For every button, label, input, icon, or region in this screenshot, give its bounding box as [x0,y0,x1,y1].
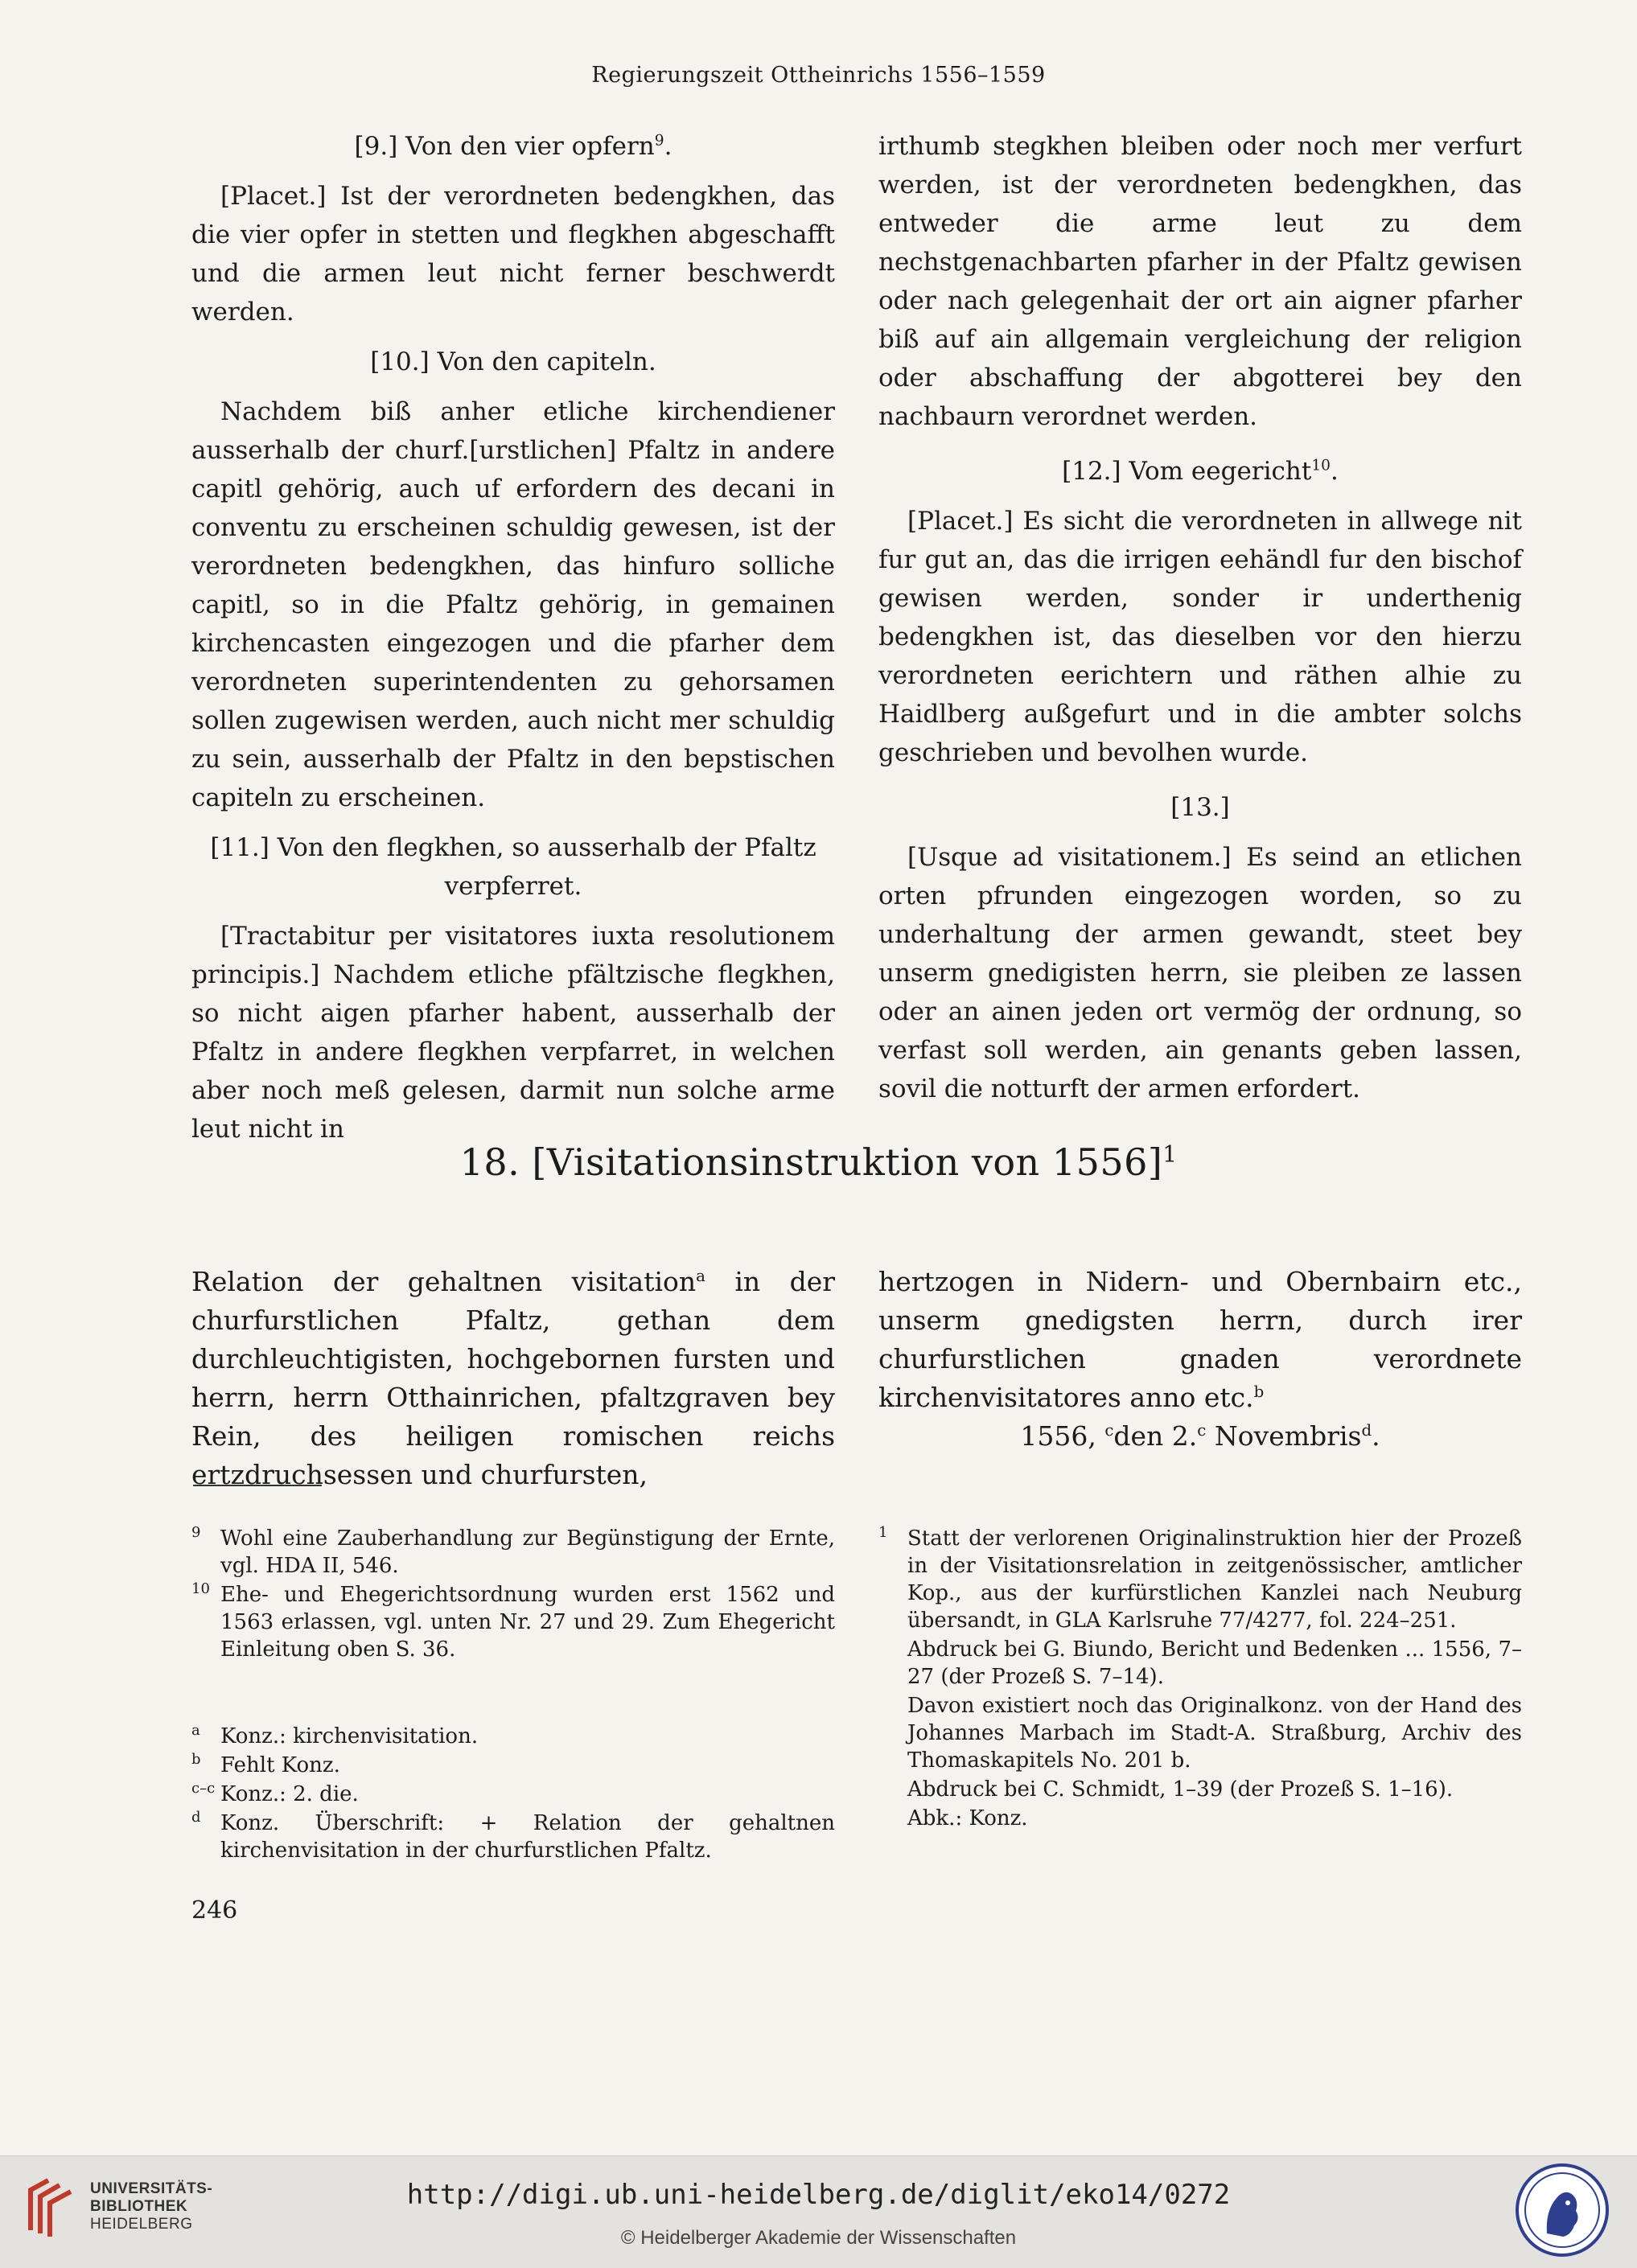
apparatus-a: a Konz.: kirchenvisitation. [191,1722,479,1748]
heading-13: [13.] [1170,793,1230,822]
permalink-url[interactable]: http://digi.ub.uni-heidelberg.de/diglit/eko14/0272 [406,2179,1231,2211]
footnotes-left [191,1525,835,1665]
library-name: UNIVERSITÄTS- BIBLIOTHEK HEIDELBERG [90,2180,213,2233]
running-head: Regierungszeit Ottheinrichs 1556–1559 [591,63,1046,88]
paragraph-11: [Tractabitur per visitatores iuxta resolutionem principis.] Nachdem etliche pfältzische flegkhen, so nicht aigen pfarher habent, ausserhalb der Pfaltz in andere flegkhen verpfarret, in welchen aber noch meß gelesen, darmit nun solche arme leut nicht in [191,922,835,1144]
footnote-ref-9[interactable]: 9 [654,132,664,150]
heading-12: [12.] Vom eegericht$^{10}$. [1062,457,1339,486]
heading-10: [10.] Von den capiteln. [370,347,656,376]
footnote-1-abbreviation: Abk.: Konz. [907,1806,1028,1830]
apparatus-c: c–c Konz.: 2. die. [191,1780,359,1806]
apparatus-ref-b[interactable]: b [1253,1383,1265,1401]
footnote-ref-10[interactable]: 10 [1311,457,1331,475]
section-title: 18. [Visitationsinstruktion von 1556]$^1$ [459,1140,1178,1184]
critical-apparatus [191,1723,835,1866]
footnote-1-draft: Davon existiert noch das Originalkonz. von der Hand des Johannes Marbach im Stadt-A. Straßburg, Archiv des Thomaskapitels No. 201 b. [907,1694,1522,1773]
footnote-1-reprint-2: Abdruck bei C. Schmidt, 1–39 (der Prozeß S. 1–16). [907,1777,1454,1802]
heading-11: [11.] Von den flegkhen, so ausserhalb der Pfaltz verpferret. [210,833,816,901]
footnotes-right [878,1525,1522,1834]
intro-right: hertzogen in Nidern- und Obernbairn etc., unserm gnedigsten herrn, durch irer churfurstlichen gnaden verordnete kirchenvisitatores anno etc.$^b$ 1556, $^c$den 2.$^c$ Novembris$^d$. [878,1263,1522,1456]
footnote-10: 10 Ehe- und Ehegerichtsordnung wurden erst 1562 und 1563 erlassen, vgl. unten Nr. 27 und 29. Zum Ehegericht Einleitung oben S. 36. [191,1580,835,1662]
paragraph-12: [Placet.] Es sicht die verordneten in allwege nit fur gut an, das die irrigen eehändl fur den bischof gewisen werden, sonder ir underthenig bedengkhen ist, das dieselben vor den hierzu verordneten eerichtern und räthen alhie zu Haidlberg außgefurt und in die ambter solchs geschrieben und bevolhen wurde. [878,507,1522,767]
intro-left: Relation der gehaltnen visitation$^a$ in der churfurstlichen Pfaltz, gethan dem durchleuchtigisten, hochgebornen fursten und herrn, herrn Otthainrichen, pfaltzgraven bey Rein, des heiligen romischen reichs ertzdruchsessen und churfursten, [191,1266,836,1490]
left-column [191,127,835,1160]
apparatus-d: d Konz. Überschrift: + Relation der gehaltnen kirchenvisitation in der churfurstlichen Pfaltz. [191,1809,835,1863]
apparatus-ref-a[interactable]: a [696,1267,705,1285]
page-number: 246 [191,1896,238,1925]
paragraph-9: [Placet.] Ist der verordneten bedengkhen, das die vier opfer in stetten und flegkhen abgeschafft und die armen leut nicht ferner beschwerdt werden. [191,182,835,327]
apparatus-ref-c-open[interactable]: c [1104,1421,1114,1440]
footnote-ref-1[interactable]: 1 [1162,1140,1178,1168]
right-column [878,127,1522,1120]
paragraph-13: [Usque ad visitationem.] Es seind an etlichen orten pfrunden eingezogen worden, so zu underhaltung der armen gewandt, steet bey unserm gnedigisten herrn, sie pleiben ze lassen oder an ainen jeden ort vermög der ordnung, so verfast soll werden, ain genants geben lassen, sovil die notturft der armen erfordert. [878,843,1522,1103]
apparatus-ref-c-close[interactable]: c [1197,1421,1207,1440]
heading-9: [9.] Von den vier opfern$^9$. [354,132,672,161]
academy-seal-icon [1515,2163,1610,2258]
copyright-notice: © Heidelberger Akademie der Wissenschaften [620,2227,1017,2249]
footnote-1-reprint: Abdruck bei G. Biundo, Bericht und Bedenken ... 1556, 7–27 (der Prozeß S. 7–14). [907,1637,1522,1689]
footnote-rule [193,1485,322,1486]
apparatus-b: b Fehlt Konz. [191,1751,340,1777]
footnote-9: 9 Wohl eine Zauberhandlung zur Begünstigung der Ernte, vgl. HDA II, 546. [191,1524,835,1578]
viewer-footer [0,2155,1637,2268]
paragraph-10: Nachdem biß anher etliche kirchendiener ausserhalb der churf.[urstlichen] Pfaltz in andere capitl gehörig, auch uf erfordern des decani in conventu zu erscheinen schuldig gewesen, ist der verordneten bedengkhen, das hinfuro solliche capitl, so in die Pfaltz gehörig, in gemainen kirchencasten eingezogen und die pfarher dem verordneten superintendenten zu gehorsamen sollen zugewisen werden, auch nicht mer schuldig zu sein, ausserhalb der Pfaltz in den bepstischen capiteln zu erscheinen. [191,397,835,812]
intro-date: 1556, $^c$den 2.$^c$ Novembris$^d$. [1020,1420,1380,1452]
apparatus-ref-d[interactable]: d [1361,1421,1372,1440]
paragraph-11-continued: irthumb stegkhen bleiben oder noch mer verfurt werden, ist der verordneten bedengkhen, das entweder die arme leut zu dem nechstgenachbarten pfarher in der Pfaltz gewisen oder nach gelegenhait der ort ain aigner pfarher biß auf ain allgemain vergleichung der religion oder abschaffung der abgotterei bey den nachbaurn verordnet werden. [878,132,1522,431]
footnote-1: 1 Statt der verlorenen Originalinstruktion hier der Prozeß in der Visitationsrelation in zeitgenössischer, amtlicher Kop., aus der kurfürstlichen Kanzlei nach Neuburg übersandt, in GLA Karlsruhe 77/4277, fol. 224–251. [878,1524,1522,1633]
